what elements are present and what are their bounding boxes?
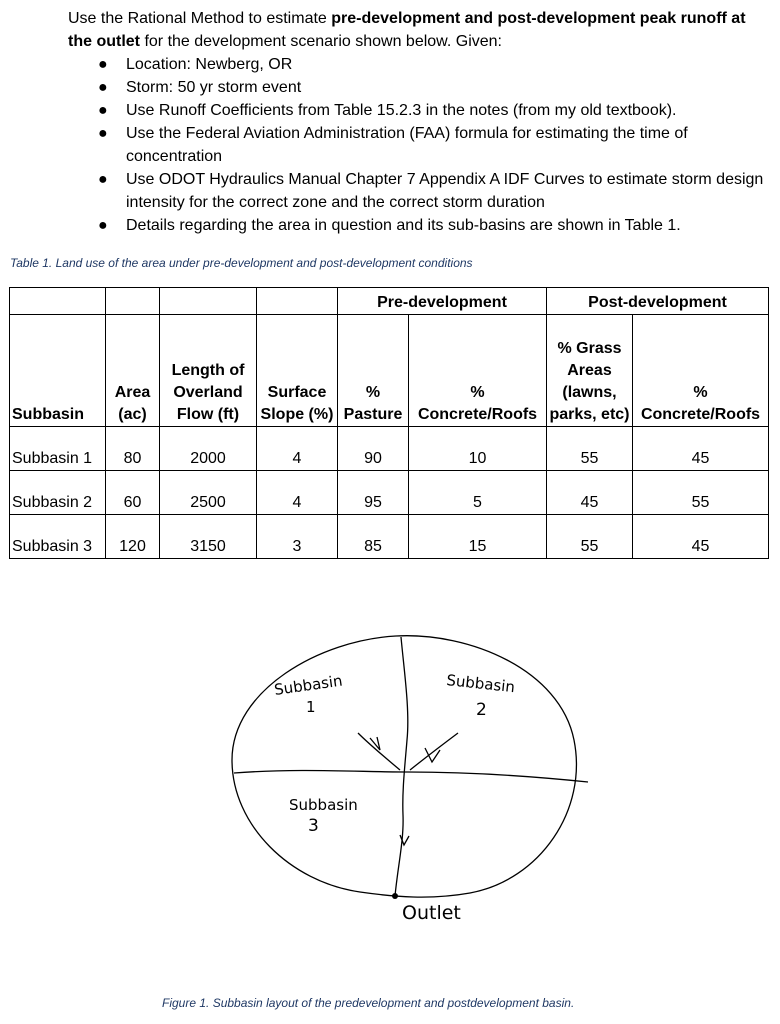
text-cell: Use ODOT Hydraulics Manual Chapter 7 Appendix A IDF Curves to estimate storm design intensity for the correct zone and the correct storm duration: [126, 171, 764, 211]
table-caption: Table 1. Land use of the area under pre-development and post-development conditions: [10, 256, 473, 270]
text-cell: Location: Newberg, OR: [126, 56, 293, 73]
cell-grass: 55: [547, 427, 633, 471]
cell-area: 80: [106, 427, 160, 471]
given-list: [68, 53, 773, 237]
group-header-row: [10, 288, 769, 315]
intro-text-end: for the development scenario shown below. Given:: [140, 33, 502, 50]
bullet-icon: ●: [98, 171, 108, 188]
cell-length: 2500: [160, 471, 257, 515]
arrow-2: [425, 748, 440, 762]
divide-line: [234, 770, 588, 782]
header-slope: Surface Slope (%): [257, 315, 338, 427]
subbasin-1-number: 1: [306, 698, 316, 716]
cell-grass: 55: [547, 515, 633, 559]
column-header-row: [10, 315, 769, 427]
text-cell: [257, 288, 338, 315]
cell-post-concrete: 45: [633, 515, 769, 559]
given-item: [68, 168, 773, 214]
text-cell: [10, 288, 106, 315]
cell-pasture: 90: [338, 427, 409, 471]
given-item: [68, 76, 773, 99]
given-item: [68, 122, 773, 168]
cell-area: 120: [106, 515, 160, 559]
cell-pre-concrete: 10: [409, 427, 547, 471]
text-cell: [106, 288, 160, 315]
text-cell: Details regarding the area in question and its sub-basins are shown in Table 1.: [126, 217, 681, 234]
cell-post-concrete: 55: [633, 471, 769, 515]
subbasin-3-number: 3: [308, 816, 319, 836]
text-cell: Use the Federal Aviation Administration (FAA) formula for estimating the time of concentration: [126, 125, 688, 165]
subbasin-3-label: Subbasin: [289, 796, 358, 814]
header-length: Length of Overland Flow (ft): [160, 315, 257, 427]
intro-paragraph: [68, 7, 773, 53]
text-cell: Storm: 50 yr storm event: [126, 79, 302, 96]
table-row: [10, 427, 769, 471]
subbasin-2-label: Subbasin: [445, 671, 516, 697]
header-pasture: % Pasture: [338, 315, 409, 427]
intro-bold-text: pre-development and post-development peak runoff at the outlet: [68, 10, 746, 50]
cell-subbasin: Subbasin 2: [10, 471, 106, 515]
figure-caption: Figure 1. Subbasin layout of the predevelopment and postdevelopment basin.: [162, 996, 575, 1010]
table-row: [10, 471, 769, 515]
tributary-2: [410, 733, 458, 770]
cell-length: 3150: [160, 515, 257, 559]
cell-post-concrete: 45: [633, 427, 769, 471]
cell-pre-concrete: 5: [409, 471, 547, 515]
outlet-label: Outlet: [402, 902, 461, 924]
text-cell: Use Runoff Coefficients from Table 15.2.3 in the notes (from my old textbook).: [126, 102, 677, 119]
main-channel: [395, 637, 408, 896]
cell-pre-concrete: 15: [409, 515, 547, 559]
cell-slope: 4: [257, 427, 338, 471]
subbasin-2-number: 2: [476, 700, 487, 720]
cell-length: 2000: [160, 427, 257, 471]
cell-slope: 4: [257, 471, 338, 515]
header-area: Area (ac): [106, 315, 160, 427]
bullet-icon: ●: [98, 56, 108, 73]
land-use-table: [9, 287, 769, 559]
given-item: [68, 99, 773, 122]
cell-grass: 45: [547, 471, 633, 515]
subbasin-layout-figure: [0, 600, 780, 1000]
pre-development-header: Pre-development: [338, 288, 547, 315]
header-post-concrete: % Concrete/Roofs: [633, 315, 769, 427]
bullet-icon: ●: [98, 217, 108, 234]
header-subbasin: Subbasin: [10, 315, 106, 427]
cell-subbasin: Subbasin 1: [10, 427, 106, 471]
subbasin-1-label: Subbasin: [273, 671, 344, 699]
header-pre-concrete: % Concrete/Roofs: [409, 315, 547, 427]
table-row: [10, 515, 769, 559]
given-item: [68, 214, 773, 237]
post-development-header: Post-development: [547, 288, 769, 315]
bullet-icon: ●: [98, 79, 108, 96]
cell-slope: 3: [257, 515, 338, 559]
given-item: [68, 53, 773, 76]
cell-pasture: 85: [338, 515, 409, 559]
text-cell: [160, 288, 257, 315]
cell-subbasin: Subbasin 3: [10, 515, 106, 559]
bullet-icon: ●: [98, 102, 108, 119]
cell-pasture: 95: [338, 471, 409, 515]
outlet-point: [392, 893, 398, 899]
tributary-1: [358, 733, 400, 770]
header-grass: % Grass Areas (lawns, parks, etc): [547, 315, 633, 427]
cell-area: 60: [106, 471, 160, 515]
bullet-icon: ●: [98, 125, 108, 142]
intro-text: Use the Rational Method to estimate: [68, 10, 332, 27]
problem-statement: [68, 7, 773, 237]
